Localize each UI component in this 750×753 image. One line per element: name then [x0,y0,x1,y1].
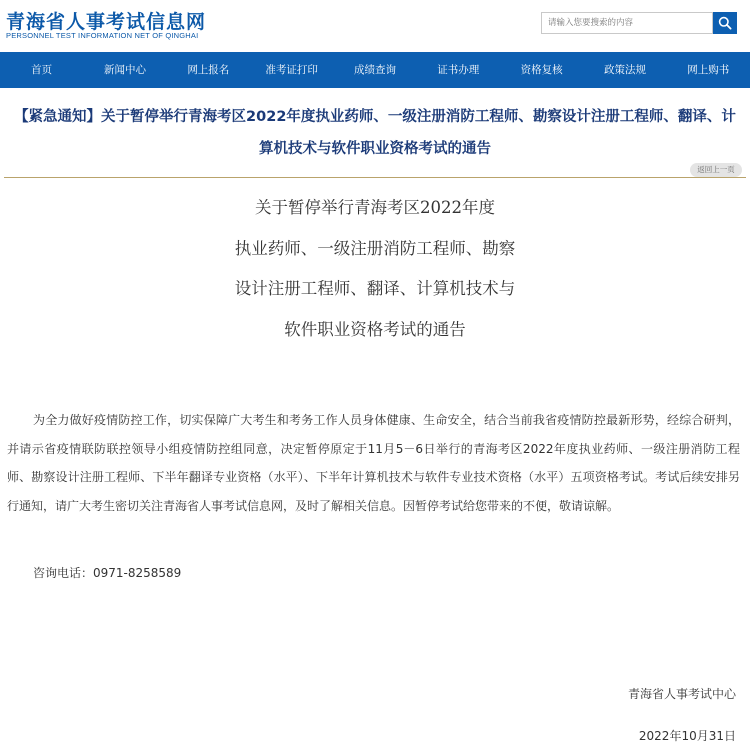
nav-item-score-query[interactable]: 成绩查询 [353,64,396,76]
back-button[interactable]: 返回上一页 [690,163,742,177]
nav-item-home[interactable]: 首页 [31,64,53,76]
nav-item-admission-ticket[interactable]: 准考证打印 [265,64,318,76]
search-input[interactable] [541,12,713,34]
document-title-line: 关于暂停举行青海考区2022年度 [255,198,495,217]
document-title-line: 软件职业资格考试的通告 [284,319,466,339]
main-nav [0,52,750,88]
site-subtitle: PERSONNEL TEST INFORMATION NET OF QINGHAI [6,31,199,40]
document-title-line: 执业药师、一级注册消防工程师、勘察 [234,238,516,258]
search-button[interactable] [713,12,737,34]
nav-item-registration[interactable]: 网上报名 [187,64,230,76]
publish-date: 2022年10月31日 [638,729,736,743]
site-header [0,0,750,52]
document-title-line: 设计注册工程师、翻译、计算机技术与 [234,279,516,298]
notice-title: 【紧急通知】关于暂停举行青海考区2022年度执业药师、一级注册消防工程师、勘察设计注册工程师、翻译、计算机技术与软件职业资格考试的通告 [14,109,736,157]
nav-item-qualification-review[interactable]: 资格复核 [520,64,563,76]
search-icon [718,16,732,30]
nav-item-policy[interactable]: 政策法规 [603,64,646,76]
nav-item-news[interactable]: 新闻中心 [103,64,146,76]
nav-item-bookstore[interactable]: 网上购书 [687,64,730,76]
nav-item-certificate[interactable]: 证书办理 [437,64,480,76]
title-divider [4,177,746,178]
contact-phone: 咨询电话：0971-8258589 [33,566,182,580]
document-title [150,188,600,350]
document-body: 为全力做好疫情防控工作，切实保障广大考生和考务工作人员身体健康、生命安全，结合当前我省疫情防控最新形势，经综合研判，并请示省疫情联防联控领导小组疫情防控组同意，决定暂停原定于11月5－6日举行的青海考区2022年度执业药师、一级注册消防工程师、勘察设计注册工程师、下半年翻译专业资格（水平）、下半年计算机技术与软件专业技术资格（水平）五项资格考试。考试后续安排另行通知，请广大考生密切关注青海省人事考试信息网，及时了解相关信息。因暂停考试给您带来的不便，敬请谅解。 [7,413,740,513]
site-title[interactable]: 青海省人事考试信息网 [6,11,207,33]
signature: 青海省人事考试中心 [627,687,736,701]
